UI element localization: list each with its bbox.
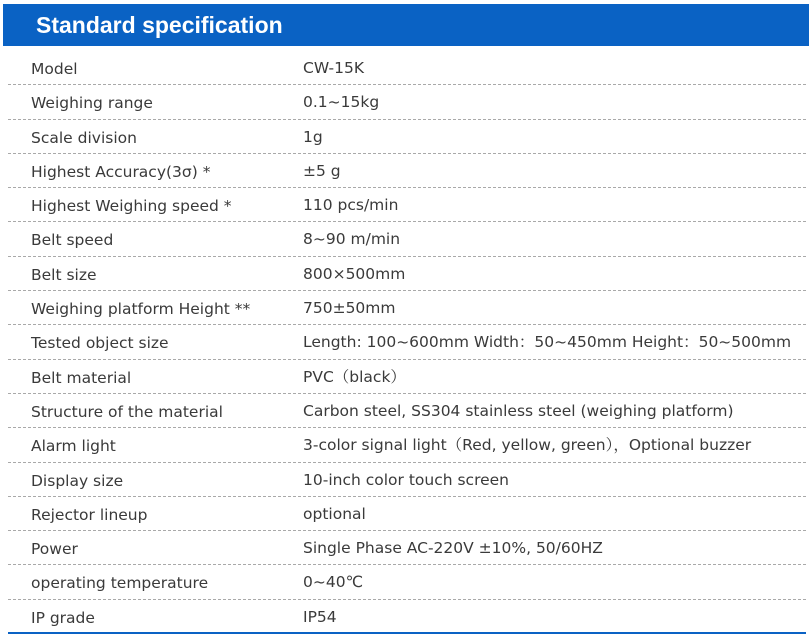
spec-value: Carbon steel, SS304 stainless steel (weighing platform)	[303, 401, 734, 420]
spec-label: Alarm light	[31, 437, 116, 456]
spec-label: Belt size	[31, 265, 97, 284]
spec-label: Highest Accuracy(3σ) *	[31, 162, 211, 181]
table-row	[8, 188, 806, 222]
spec-label: Belt speed	[31, 231, 114, 250]
page-title: Standard specification	[36, 12, 283, 38]
spec-value: 1g	[303, 127, 323, 146]
spec-table	[8, 51, 806, 634]
spec-value: 750±50mm	[303, 299, 396, 318]
spec-value: Single Phase AC-220V ±10%, 50/60HZ	[303, 539, 603, 558]
table-row	[8, 291, 806, 325]
spec-header	[3, 4, 809, 46]
table-row	[8, 531, 806, 565]
table-row	[8, 565, 806, 599]
table-row	[8, 154, 806, 188]
spec-label: Scale division	[31, 128, 137, 147]
spec-label: Display size	[31, 471, 124, 490]
table-row	[8, 600, 806, 634]
spec-label: Structure of the material	[31, 402, 223, 421]
spec-label: Highest Weighing speed *	[31, 197, 232, 216]
table-row	[8, 120, 806, 154]
spec-value: PVC（black）	[303, 367, 406, 386]
table-row	[8, 257, 806, 291]
table-row	[8, 428, 806, 462]
spec-label: IP grade	[31, 608, 95, 627]
spec-value: optional	[303, 504, 366, 523]
spec-value: 0.1~15kg	[303, 93, 380, 112]
spec-value: 800×500mm	[303, 264, 406, 283]
spec-value: Length: 100~600mm Width：50~450mm Height：50~500mm	[303, 333, 792, 352]
table-row	[8, 360, 806, 394]
spec-value: 110 pcs/min	[303, 196, 399, 215]
table-row	[8, 463, 806, 497]
table-row	[8, 394, 806, 428]
spec-value: 3-color signal light（Red, yellow, green），Optional buzzer	[303, 436, 752, 455]
spec-value: ±5 g	[303, 161, 341, 180]
table-row	[8, 85, 806, 119]
spec-value: 10-inch color touch screen	[303, 470, 509, 489]
spec-value: CW-15K	[303, 59, 365, 77]
spec-label: Weighing platform Height **	[31, 300, 251, 319]
spec-label: Model	[31, 60, 78, 78]
table-row	[8, 51, 806, 85]
spec-label: Belt material	[31, 368, 132, 387]
spec-value: IP54	[303, 607, 337, 626]
spec-label: Tested object size	[31, 334, 169, 353]
table-row	[8, 222, 806, 256]
spec-value: 0~40℃	[303, 573, 363, 592]
spec-label: Rejector lineup	[31, 505, 148, 524]
table-row	[8, 497, 806, 531]
spec-value: 8~90 m/min	[303, 230, 401, 249]
spec-label: Weighing range	[31, 94, 153, 113]
table-row	[8, 325, 806, 359]
spec-label: operating temperature	[31, 574, 209, 593]
spec-label: Power	[31, 540, 78, 559]
